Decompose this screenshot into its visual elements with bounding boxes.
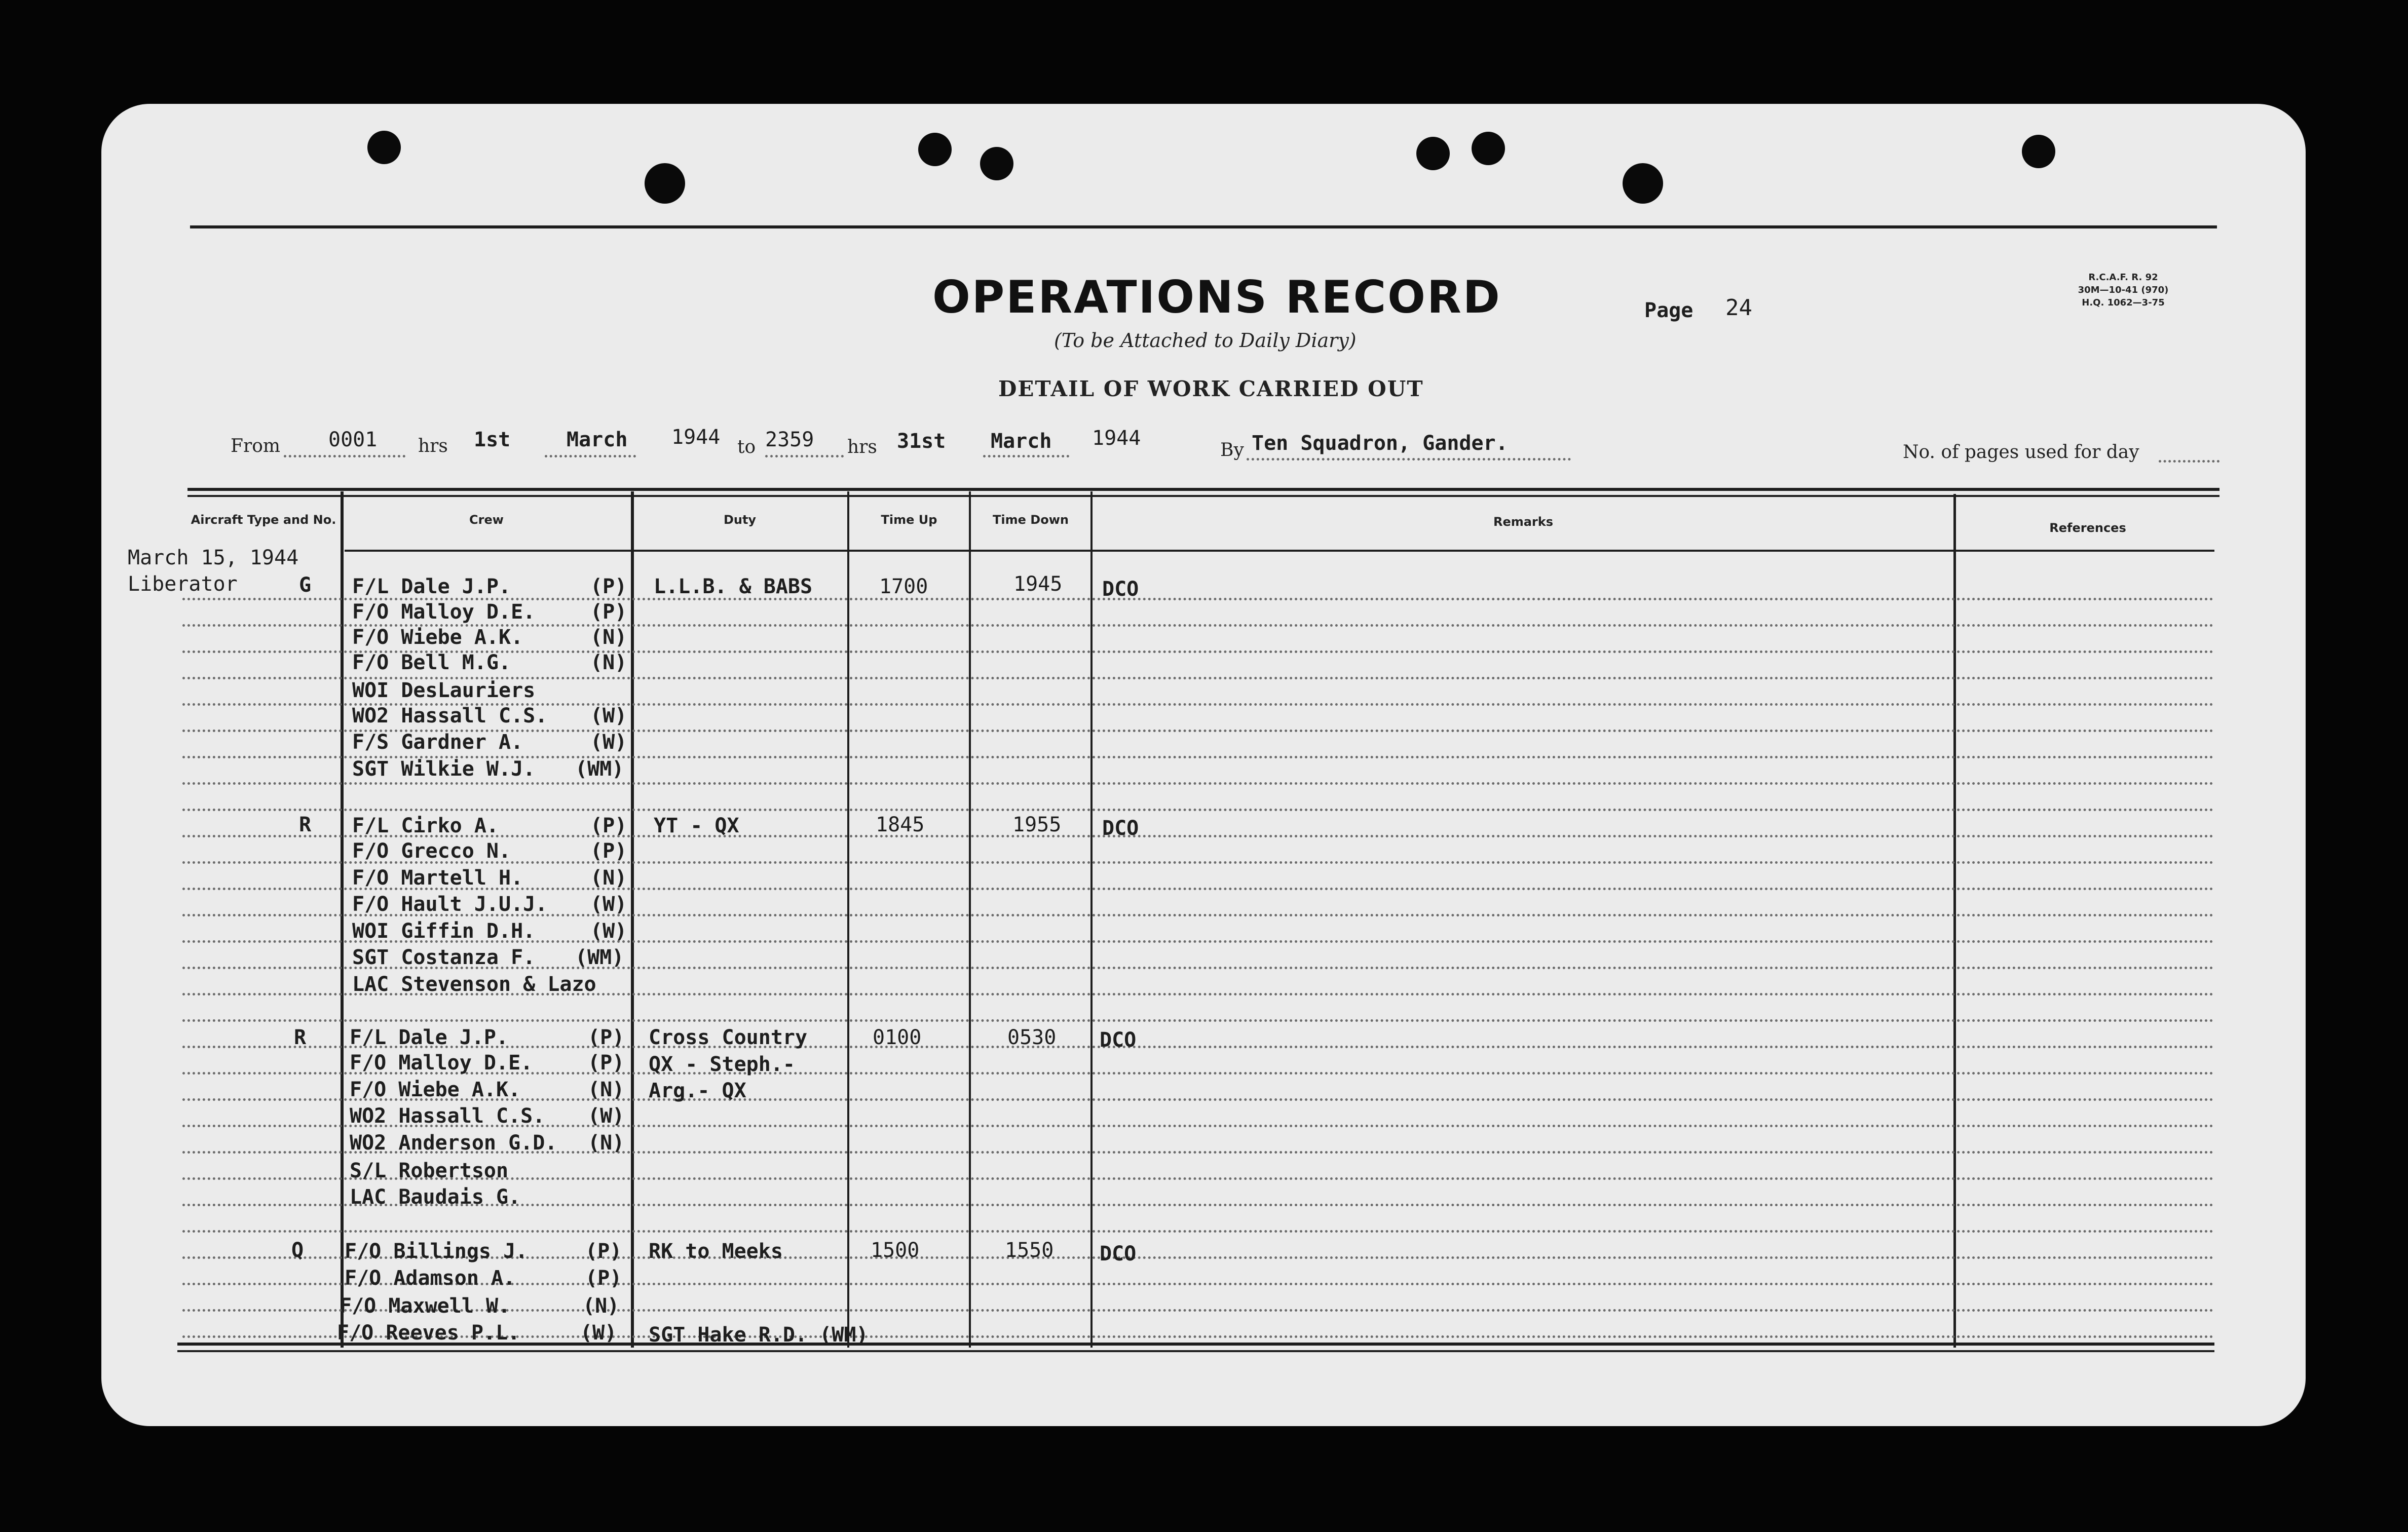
duty-text: YT - QX [654,814,739,837]
ruled-line [182,809,2214,811]
column-divider [1953,494,1956,1348]
by-label: By [1220,440,1244,461]
crew-role: (P) [588,1026,625,1049]
crew-role: (P) [590,575,627,598]
period-underline [765,455,844,457]
page-title: OPERATIONS RECORD [932,271,1501,323]
punch-hole [645,163,685,204]
column-header-remarks: Remarks [1493,515,1554,529]
period-underline [284,455,405,457]
crew-role: (P) [588,1051,625,1075]
crew-name: F/O Maxwell W. [340,1294,511,1318]
crew-name: F/L Cirko A. [352,814,499,837]
hrs-label-2: hrs [847,437,877,457]
crew-name: WO2 Hassall C.S. [352,704,548,727]
crew-name: WOI Giffin D.H. [352,920,536,943]
column-divider [969,491,971,1348]
column-header-time-down: Time Down [993,513,1069,527]
ruled-line [182,782,2214,785]
ruled-line [182,1230,2214,1233]
crew-name: S/L Robertson [350,1159,509,1182]
crew-name: F/O Malloy D.E. [350,1051,533,1075]
time-up: 1845 [876,813,925,836]
duty-text: Arg.- QX [649,1079,746,1102]
crew-role: (P) [585,1240,622,1263]
crew-name: LAC Baudais G. [350,1185,521,1209]
crew-role: (W) [590,920,627,943]
crew-name: F/O Billings J. [345,1240,528,1263]
crew-role: (P) [585,1267,622,1290]
crew-name: SGT Costanza F. [352,946,536,969]
crew-role: (N) [588,1131,625,1155]
crew-name: F/O Hault J.U.J. [352,893,548,916]
column-divider [341,491,344,1348]
aircraft-letter: G [299,573,312,597]
remarks-text: DCO [1100,1242,1137,1266]
punch-hole [1623,163,1663,204]
crew-name: WO2 Anderson G.D. [350,1131,557,1155]
form-code-line: H.Q. 1062—3-75 [2082,297,2165,308]
crew-name: SGT Wilkie W.J. [352,757,536,781]
duty-text: RK to Meeks [649,1240,783,1263]
ruled-line [182,1019,2214,1022]
duty-text: QX - Steph.- [649,1053,795,1076]
crew-role: (P) [590,839,627,863]
crew-role: (WM) [575,946,624,969]
aircraft-letter: R [299,813,312,836]
from-label: From [231,436,280,456]
column-header-time-up: Time Up [881,513,937,527]
crew-name: F/O Wiebe A.K. [352,626,523,649]
period-underline [545,455,636,457]
column-divider [631,491,634,1348]
remarks-text: DCO [1102,817,1139,840]
crew-name: F/S Gardner A. [352,731,523,754]
punch-hole [367,131,401,164]
aircraft-type: Liberator [128,572,238,596]
time-down: 1955 [1012,813,1062,836]
time-up: 1700 [879,575,928,598]
crew-role: (W) [580,1321,617,1345]
from-day: 1st [474,428,511,451]
table-top-rule [187,495,2219,497]
page-number: 24 [1725,295,1752,321]
crew-name: WO2 Hassall C.S. [350,1104,545,1128]
crew-role: (W) [588,1104,625,1128]
column-header-crew: Crew [469,513,504,527]
crew-role: (N) [588,1078,625,1101]
pages-used-label: No. of pages used for day [1903,442,2139,463]
punch-hole [1416,137,1450,170]
page-label: Page [1644,299,1694,322]
crew-role: (W) [590,704,627,727]
aircraft-letter: Q [291,1239,304,1262]
crew-role: (W) [590,731,627,754]
punch-hole [2022,135,2055,168]
form-code-line: R.C.A.F. R. 92 [2088,272,2158,283]
column-header-references: References [2049,521,2126,535]
duty-text: Cross Country [649,1026,808,1049]
punch-hole [1472,132,1505,165]
crew-role: (W) [590,893,627,916]
column-header-aircraft: Aircraft Type and No. [191,513,336,527]
column-divider [847,491,849,1348]
to-day: 31st [897,430,946,453]
punch-hole [980,147,1013,180]
column-divider [1090,491,1093,1348]
crew-name: F/O Adamson A. [345,1267,516,1290]
crew-name: F/O Reeves P.L. [337,1321,520,1345]
from-month: March [567,428,628,451]
punch-hole [918,133,952,166]
crew-role: (P) [590,600,627,624]
to-year: 1944 [1092,427,1141,450]
time-down: 1550 [1005,1239,1054,1262]
crew-role: (N) [590,626,627,649]
crew-role: (N) [583,1294,620,1318]
date-entry: March 15, 1944 [128,546,299,569]
crew-name: F/O Bell M.G. [352,651,511,674]
period-underline [983,455,1069,457]
time-down: 1945 [1013,572,1063,596]
unit-name: Ten Squadron, Gander. [1252,432,1508,455]
page-subtitle: (To be Attached to Daily Diary) [1054,329,1357,352]
crew-name: WOI DesLauriers [352,679,536,702]
crew-name: F/O Wiebe A.K. [350,1078,521,1101]
column-header-duty: Duty [723,513,757,527]
table-bottom-rule [177,1350,2214,1352]
form-code-line: 30M—10-41 (970) [2078,285,2169,295]
crew-name: F/O Grecco N. [352,839,511,863]
crew-role: (WM) [575,757,624,781]
time-up: 0100 [873,1026,922,1049]
section-title: DETAIL OF WORK CARRIED OUT [998,376,1424,401]
crew-role: (N) [590,866,627,890]
crew-name: LAC Stevenson & Lazo [352,973,596,996]
time-up: 1500 [871,1239,920,1262]
from-time: 0001 [328,428,378,451]
period-underline [1247,458,1571,461]
table-top-rule [187,488,2219,491]
remarks-text: DCO [1100,1028,1137,1052]
to-month: March [991,430,1052,453]
crew-name: F/O Malloy D.E. [352,600,536,624]
crew-name: F/L Dale J.P. [350,1026,509,1049]
remarks-text: DCO [1102,578,1139,601]
period-underline [2159,460,2219,463]
from-year: 1944 [671,426,721,449]
extra-crew-entry: SGT Hake R.D. (WM) [649,1323,869,1347]
crew-role: (N) [590,651,627,674]
time-down: 0530 [1007,1026,1057,1049]
crew-name: F/O Martell H. [352,866,523,890]
hrs-label: hrs [418,436,448,456]
header-underline [345,550,2214,552]
crew-role: (P) [590,814,627,837]
crew-name: F/L Dale J.P. [352,575,511,598]
duty-text: L.L.B. & BABS [654,575,813,598]
top-rule [190,225,2217,228]
form-code [2067,271,2179,309]
to-label: to [737,437,756,457]
to-time: 2359 [765,428,814,451]
aircraft-letter: R [294,1026,307,1049]
